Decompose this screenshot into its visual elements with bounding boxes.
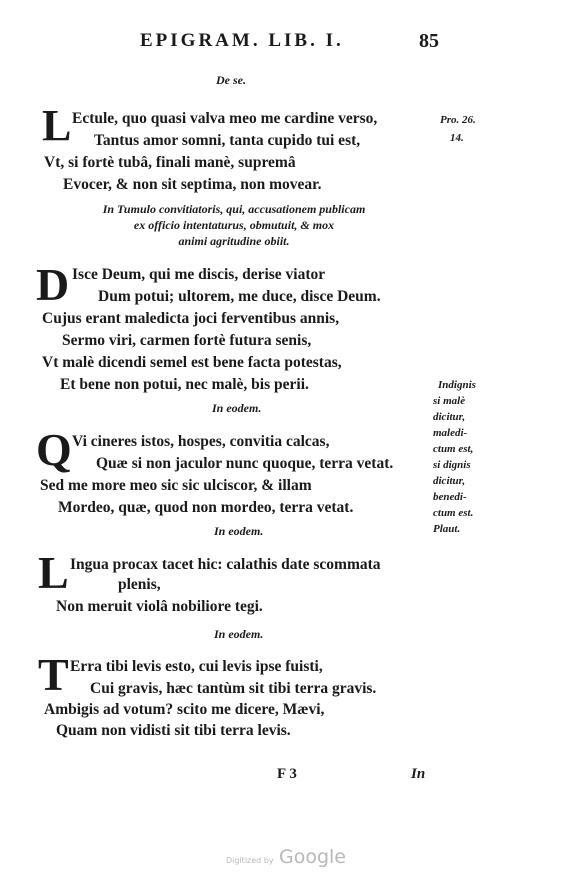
margin-note: ctum est.: [433, 507, 474, 519]
verse-line: Ectule, quo quasi valva meo me cardine verso,: [72, 110, 378, 127]
verse-line: Vt, si fortè tubâ, finali manè, supremâ: [44, 154, 296, 171]
margin-note: benedi-: [433, 491, 467, 503]
epigram-heading: animi agritudine obiit.: [178, 234, 290, 248]
verse-line: Sed me more meo sic sic ulciscor, & illam: [40, 477, 312, 494]
drop-cap: L: [38, 547, 69, 598]
verse-line: Sermo viri, carmen fortè futura senis,: [62, 332, 312, 349]
margin-note: si malè: [433, 395, 466, 407]
watermark-brand: Google: [279, 846, 347, 868]
verse-line: Ambigis ad votum? scito me dicere, Mævi,: [44, 701, 325, 718]
margin-note: ctum est,: [433, 443, 474, 455]
watermark-prefix: Digitized by: [226, 856, 274, 865]
margin-note: dicitur,: [433, 411, 466, 423]
verse-line: Tantus amor somni, tanta cupido tui est,: [94, 132, 361, 149]
verse-line: Erra tibi levis esto, cui levis ipse fuisti,: [70, 658, 323, 675]
drop-cap: T: [38, 649, 69, 700]
verse-line: Cujus erant maledicta joci ferventibus annis,: [42, 310, 340, 327]
epigram-heading: In eodem.: [212, 401, 262, 415]
verse-line: Quam non vidisti sit tibi terra levis.: [56, 722, 291, 739]
margin-note: Indignis: [438, 379, 476, 391]
verse-line: Non meruit violâ nobiliore tegi.: [56, 598, 263, 615]
epigram-heading: In eodem.: [214, 524, 264, 538]
running-title: EPIGRAM. LIB. I.: [140, 30, 344, 51]
margin-note: dicitur,: [433, 475, 466, 487]
epigram-heading: In eodem.: [214, 627, 264, 641]
margin-reference: Pro. 26.: [440, 114, 476, 126]
verse-line: Vi cineres istos, hospes, convitia calcas,: [72, 433, 330, 450]
margin-reference: 14.: [450, 132, 464, 144]
epigram-heading: ex officio intentaturus, obmutuit, & mox: [133, 218, 335, 232]
epigram-heading: De se.: [216, 73, 246, 87]
margin-note: maledi-: [433, 427, 468, 439]
verse-line: Dum potui; ultorem, me duce, disce Deum.: [98, 288, 381, 305]
verse-line: Ingua procax tacet hic: calathis date scommata: [70, 556, 381, 573]
epigram-heading: In Tumulo convitiatoris, qui, accusationem publicam: [102, 202, 366, 216]
drop-cap: L: [42, 101, 72, 150]
verse-line: Mordeo, quæ, quod non mordeo, terra vetat.: [58, 499, 354, 516]
verse-line: plenis,: [118, 576, 161, 593]
catchword: In: [411, 766, 426, 782]
verse-line: Evocer, & non sit septima, non movear.: [63, 176, 322, 193]
drop-cap: Q: [36, 424, 72, 475]
signature-mark: F 3: [277, 766, 297, 782]
verse-line: Vt malè dicendi semel est bene facta potestas,: [42, 354, 342, 371]
verse-line: Cui gravis, hæc tantùm sit tibi terra gravis.: [90, 680, 377, 697]
verse-line: Quæ si non jaculor nunc quoque, terra vetat.: [96, 455, 394, 472]
page-number: 85: [419, 30, 439, 52]
verse-line: Et bene non potui, nec malè, bis perii.: [60, 376, 309, 393]
drop-cap: D: [36, 259, 70, 310]
verse-line: Isce Deum, qui me discis, derise viator: [72, 266, 326, 283]
margin-note: Plaut.: [433, 523, 461, 535]
margin-note: si dignis: [433, 459, 471, 471]
